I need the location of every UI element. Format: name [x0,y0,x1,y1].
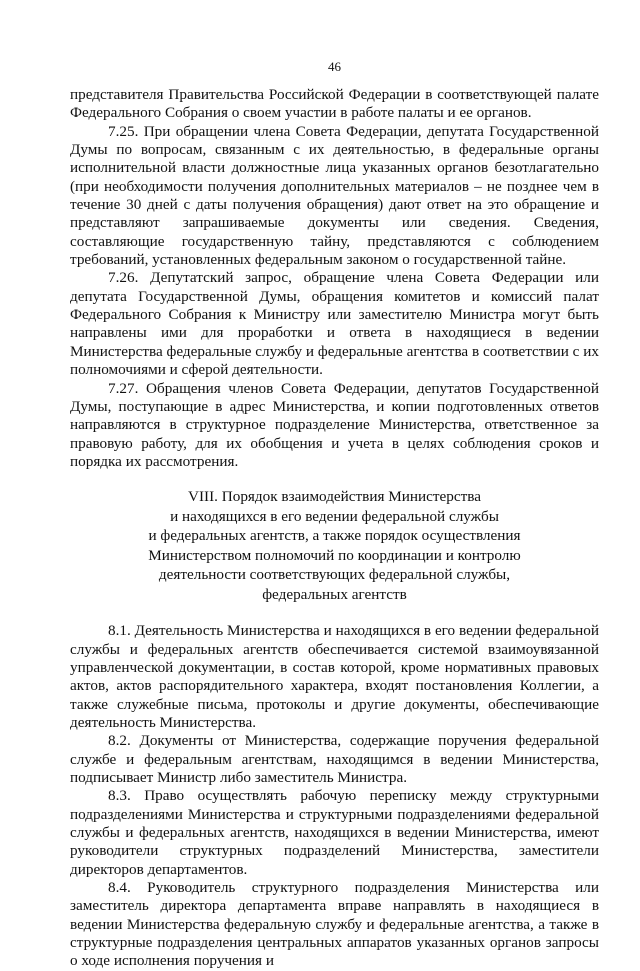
paragraph: 8.1. Деятельность Министерства и находящихся в его ведении федеральной службы и федеральных агентств обеспечивается системой взаимоувязанной управленческой документации, в состав которой, кроме нормативных правовых актов, актов распорядительного характера, входят постановления Коллегии, а также служебные письма, протоколы и другие документы, обеспечивающие деятельность Министерства. [70,622,599,731]
section-heading-line: и находящихся в его ведении федеральной службы [170,507,499,525]
document-page [70,58,599,971]
section-heading-line: VIII. Порядок взаимодействия Министерства [188,488,481,506]
body-text-before-section [70,86,599,471]
paragraph: 8.4. Руководитель структурного подразделения Министерства или заместитель директора департамента вправе направлять в находящиеся в ведении Министерства федеральную службу и федеральные агентства, а также в структурные подразделения центральных аппаратов указанных органов запросы о ходе исполнения поручения и [70,879,599,970]
section-heading [70,487,599,604]
paragraph: 8.3. Право осуществлять рабочую переписку между структурными подразделениями Министерства и структурными подразделениями федеральной службы и федеральных агентств, находящихся в ведении Министерства, имеют руководители структурных подразделений Министерства, заместители директоров департаментов. [70,787,599,878]
paragraph: представителя Правительства Российской Федерации в соответствующей палате Федерального Собрания о своем участии в работе палаты и ее органов. [70,86,599,122]
section-heading-line: деятельности соответствующих федеральной службы, [158,566,511,584]
paragraph: 7.26. Депутатский запрос, обращение члена Совета Федерации или депутата Государственной Думы, обращения комитетов и комиссий палат Федерального Собрания к Министру или заместителю Министра могут быть направлены ими для проработки и ответа в находящиеся в ведении Министерства федеральные службу и федеральные агентства в соответствии с их полномочиями и сферой деятельности. [70,269,599,379]
page-number: 46 [328,59,341,74]
paragraph: 7.27. Обращения членов Совета Федерации, депутатов Государственной Думы, поступающие в адрес Министерства, и копии подготовленных ответов направляются в структурное подразделение Министерства, ответственное за правовую работу, для их обобщения и учета в целях соблюдения сроков и порядка их рассмотрения. [70,379,599,470]
paragraph: 8.2. Документы от Министерства, содержащие поручения федеральной службе и федеральным агентствам, находящимся в ведении Министерства, подписывает Министр либо заместитель Министра. [70,732,599,786]
section-heading-line: федеральных агентств [262,585,407,603]
paragraph: 7.25. При обращении члена Совета Федерации, депутата Государственной Думы по вопросам, связанным с их деятельностью, в федеральные органы исполнительной власти должностные лица указанных органов безотлагательно (при необходимости получения дополнительных материалов – не позднее чем в течение 30 дней с даты получения обращения) дают ответ на это обращение и представляют запрашиваемые документы или сведения. Сведения, составляющие государственную тайну, представляются с соблюдением требований, установленных федеральным законом о государственной тайне. [70,122,599,269]
body-text-after-section [70,622,599,971]
section-heading-line: Министерством полномочий по координации и контролю [148,546,521,564]
section-heading-line: и федеральных агентств, а также порядок осуществления [148,527,521,545]
